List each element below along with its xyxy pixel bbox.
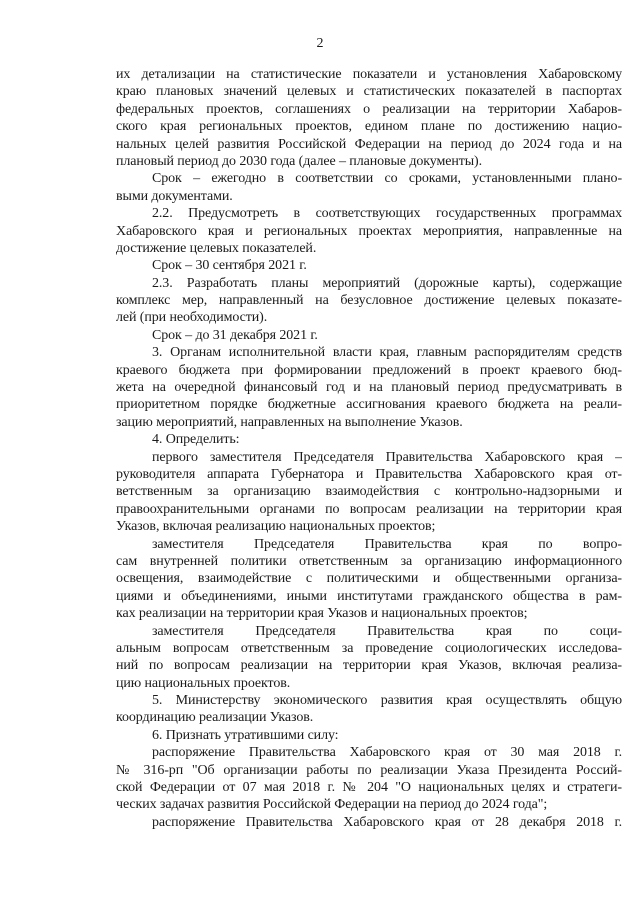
text-line: Срок – ежегодно в соответствии со сроками, установленными плано- [152,171,622,187]
page-number: 2 [316,36,324,51]
text-line: 3. Органам исполнительной власти края, главным распорядителям средств [152,345,622,361]
text-line: достижение целевых показателей. [116,240,317,256]
text-line: краевого бюджета при формировании предложений в проект краевого бюд- [116,362,622,378]
text-line: лей (при необходимости). [116,310,268,326]
text-line: цию национальных проектов. [116,675,291,691]
text-line: координацию реализации Указов. [116,710,314,726]
text-line: 6. Признать утратившими силу: [152,727,339,743]
text-line: ческих задачах развития Российской Федерации на период до 2024 года"; [116,797,548,813]
text-line: распоряжение Правительства Хабаровского края от 30 мая 2018 г. [152,745,622,761]
text-line: приоритетном порядке бюджетные ассигнования краевого бюджета на реали- [116,397,622,413]
text-line: жета на очередной финансовый год и на плановый период предусматривать в [116,380,622,396]
text-line: ского края региональных проектов, едином плане по достижению нацио- [116,119,622,135]
text-line: зацию мероприятий, направленных на выполнение Указов. [116,414,463,430]
text-line: нальных целей развития Российской Федерации на период до 2024 года и на [116,136,622,152]
text-line: руководителя аппарата Губернатора и Правительства Хабаровского края от- [116,466,622,482]
text-line: освещения, взаимодействие с политическими и общественными организа- [116,571,622,587]
text-line: Указов, включая реализацию национальных проектов; [116,519,436,535]
text-line: комплекс мер, направленный на безусловное достижение целевых показате- [116,293,622,309]
text-line: первого заместителя Председателя Правительства Хабаровского края – [152,449,622,465]
text-line: 2.2. Предусмотреть в соответствующих государственных программах [152,206,622,222]
text-line: Срок – до 31 декабря 2021 г. [152,327,318,343]
text-line: 5. Министерству экономического развития края осуществлять общую [152,693,622,709]
text-line: плановый период до 2030 года (далее – плановые документы). [116,153,483,169]
text-line: циями и объединениями, иными институтами гражданского общества в рам- [116,588,622,604]
text-line: ветственным за организацию взаимодействия с контрольно-надзорными и [116,484,622,500]
text-line: Хабаровского края и региональных проектах мероприятия, направленные на [116,223,622,239]
text-line: федеральных проектов, соглашениях о реализации на территории Хабаров- [116,101,622,117]
text-line: 4. Определить: [152,432,240,448]
text-line: правоохранительными органами по вопросам реализации на территории края [116,501,622,517]
text-line: краю плановых значений целевых и статистических показателей в паспортах [116,84,622,100]
text-line: Срок – 30 сентября 2021 г. [152,258,307,274]
text-line: сам внутренней политики ответственным за организацию информационного [116,553,622,569]
text-line: 2.3. Разработать планы мероприятий (дорожные карты), содержащие [152,275,622,291]
text-line: заместителя Председателя Правительства края по вопро- [152,536,622,552]
text-line: выми документами. [116,188,233,204]
text-line: альным вопросам ответственным за проведение социологических исследова- [116,640,622,656]
text-line: № 316-рп "Об организации работы по реализации Указа Президента Россий- [116,762,622,778]
text-line: распоряжение Правительства Хабаровского края от 28 декабря 2018 г. [152,814,622,830]
text-line: ской Федерации от 07 мая 2018 г. № 204 "О национальных целях и стратеги- [116,780,622,796]
text-line: ний по вопросам реализации на территории края Указов, включая реализа- [116,658,622,674]
text-line: их детализации на статистические показатели и установления Хабаровскому [116,67,622,82]
text-line: заместителя Председателя Правительства края по соци- [152,623,622,639]
document-body [116,66,622,831]
text-line: ках реализации на территории края Указов и национальных проектов; [116,606,528,622]
